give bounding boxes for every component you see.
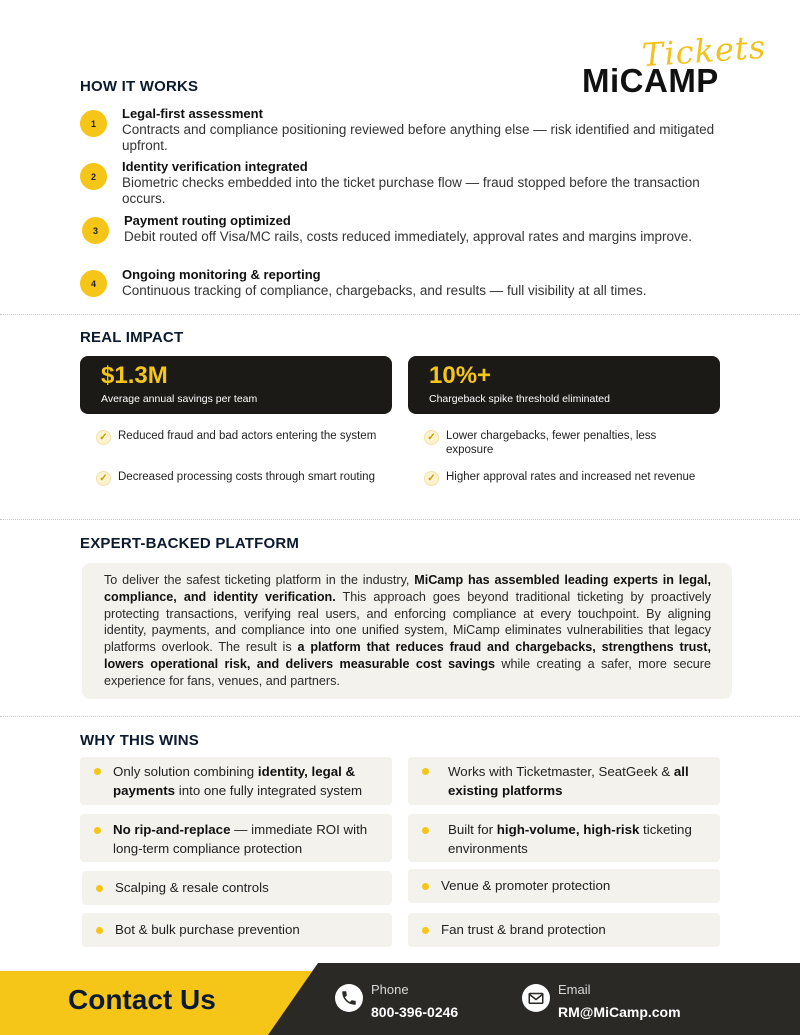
step-number-badge: 4: [80, 270, 107, 297]
win-text-part: Built for: [448, 822, 497, 837]
bullet-dot: [96, 927, 103, 934]
expert-title: EXPERT-BACKED PLATFORM: [80, 535, 300, 552]
win-text: [113, 820, 383, 858]
benefit-text: Lower chargebacks, fewer penalties, less exposure: [446, 430, 657, 456]
step-number-badge: 1: [80, 110, 107, 137]
win-item: [408, 814, 720, 862]
expert-bold-1: MiCamp has assembled leading experts in legal, compliance, and identity verification.: [104, 573, 711, 604]
section-divider: [0, 314, 800, 315]
step-title: Payment routing optimized: [124, 213, 291, 228]
email-address[interactable]: RM@MiCamp.com: [558, 1004, 681, 1020]
brand-logo: [582, 27, 768, 100]
phone-label: Phone: [371, 982, 409, 997]
expert-panel: [82, 563, 732, 699]
win-text: Fan trust & brand protection: [441, 922, 606, 937]
bullet-dot: [422, 768, 429, 775]
step-title: Legal-first assessment: [122, 106, 263, 121]
step-title: Identity verification integrated: [122, 159, 308, 174]
expert-text-2: This approach goes beyond traditional ticketing by proactively protecting transactions, verifying real users, and enforcing compliance at every touchpoint. By aligning identity, payments, and compliance into one unified system, MiCamp eliminates vulnerabilities that legacy platforms overlook. The result is: [104, 589, 711, 655]
section-divider: [0, 716, 800, 717]
win-text-bold: high-volume, high-risk: [496, 822, 640, 837]
bullet-dot: [422, 927, 429, 934]
why-wins-title: WHY THIS WINS: [80, 732, 199, 749]
win-text-part: — immediate ROI with long-term compliance protection: [113, 822, 368, 856]
win-item: [408, 869, 720, 903]
real-impact-title: REAL IMPACT: [80, 329, 184, 346]
benefit-text: Higher approval rates and increased net revenue: [446, 471, 696, 483]
win-text-bold: identity, legal & payments: [113, 764, 356, 798]
benefit-text: Reduced fraud and bad actors entering the system: [118, 430, 377, 442]
win-item: [80, 814, 392, 862]
win-item: [408, 757, 720, 805]
win-text: [448, 820, 718, 858]
step-number-badge: 2: [80, 163, 107, 190]
win-text-part: into one fully integrated system: [175, 783, 363, 798]
benefit-text: Decreased processing costs through smart routing: [118, 471, 375, 483]
expert-bold-2: a platform that reduces fraud and chargebacks, strengthens trust, lowers operational risk, and delivers measurable cost savings: [104, 640, 711, 671]
contact-footer: [0, 963, 800, 1035]
expert-text-1: To deliver the safest ticketing platform in the industry,: [104, 573, 415, 587]
win-item: [82, 913, 392, 947]
step-description: Debit routed off Visa/MC rails, costs reduced immediately, approval rates and margins improve.: [124, 229, 693, 244]
email-label: Email: [558, 982, 591, 997]
check-icon: ✓: [424, 471, 439, 486]
email-icon: [522, 984, 550, 1012]
win-text: Bot & bulk purchase prevention: [115, 922, 300, 937]
bullet-dot: [422, 883, 429, 890]
win-text-part: Works with Ticketmaster, SeatGeek &: [448, 764, 674, 779]
step-number-badge: 3: [82, 217, 109, 244]
bullet-dot: [94, 827, 101, 834]
expert-text-3: while creating a safer, more secure experience for fans, venues, and partners.: [104, 656, 712, 688]
logo-wordmark: MiCAMP: [582, 62, 719, 99]
phone-icon: [335, 984, 363, 1012]
win-text-bold: all existing platforms: [448, 764, 689, 798]
stat-card-savings: [80, 356, 392, 414]
win-text: [113, 762, 383, 800]
stat-label: Chargeback spike threshold eliminated: [429, 393, 610, 405]
step-title: Ongoing monitoring & reporting: [122, 267, 321, 282]
win-item: [82, 871, 392, 905]
logo-script-text: Tickets: [640, 27, 768, 75]
step-description: Contracts and compliance positioning reviewed before anything else — risk identified and mitigated upfront.: [122, 122, 715, 153]
stat-card-chargeback: [408, 356, 720, 414]
win-text-bold: No rip-and-replace: [113, 822, 231, 837]
stat-value: $1.3M: [101, 362, 168, 389]
bullet-dot: [422, 827, 429, 834]
phone-number[interactable]: 800-396-0246: [371, 1004, 459, 1020]
win-text: [448, 762, 718, 800]
check-icon: ✓: [424, 430, 439, 445]
win-text: Scalping & resale controls: [115, 880, 269, 895]
contact-us-heading: Contact Us: [68, 984, 216, 1015]
check-icon: ✓: [96, 430, 111, 445]
check-icon: ✓: [96, 471, 111, 486]
win-text: Venue & promoter protection: [441, 878, 611, 893]
section-divider: [0, 519, 800, 520]
win-text-part: ticketing environments: [448, 822, 692, 856]
step-description: Continuous tracking of compliance, chargebacks, and results — full visibility at all times.: [122, 283, 647, 298]
bullet-dot: [94, 768, 101, 775]
expert-paragraph: [104, 572, 711, 690]
win-text-part: Only solution combining: [113, 764, 258, 779]
bullet-dot: [96, 885, 103, 892]
win-item: [80, 757, 392, 805]
stat-value: 10%+: [429, 362, 492, 389]
win-item: [408, 913, 720, 947]
how-it-works-title: HOW IT WORKS: [80, 78, 199, 95]
stat-label: Average annual savings per team: [101, 393, 258, 405]
step-description: Biometric checks embedded into the ticket purchase flow — fraud stopped before the transaction occurs.: [122, 175, 700, 206]
